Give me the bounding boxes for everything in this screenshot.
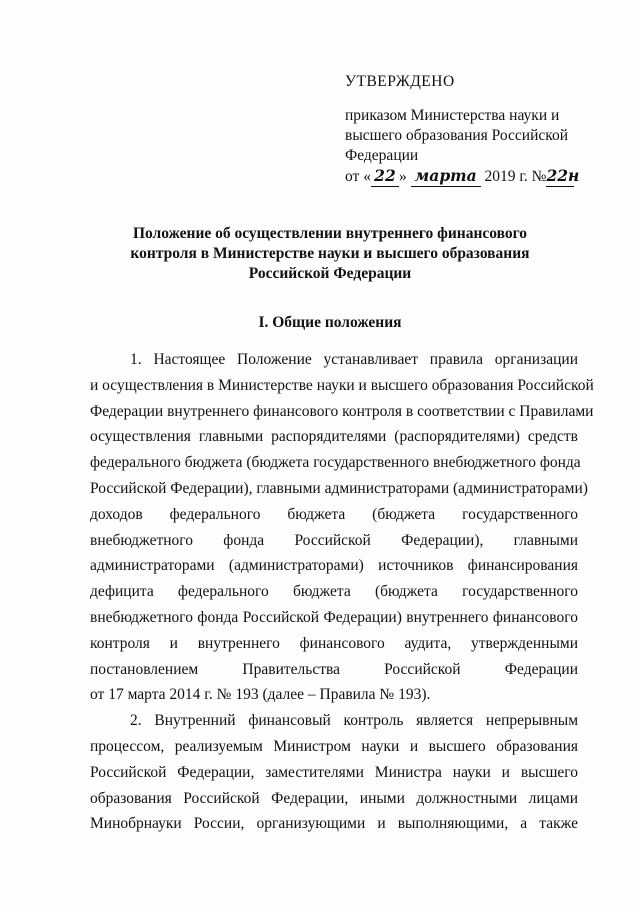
paragraph-line: федерального бюджета (бюджета государственного внебюджетного фонда — [90, 454, 581, 472]
paragraph-line: образования Российской Федерации, иными должностными лицами — [90, 789, 578, 807]
title-line: Российской Федерации — [248, 265, 412, 282]
approval-line: высшего образования Российской — [345, 127, 569, 144]
body-text — [90, 347, 594, 837]
document-title — [90, 224, 570, 284]
approval-line: Федерации — [345, 147, 419, 164]
paragraph-line: Федерации внутреннего финансового контроля в соответствии с Правилами — [90, 402, 594, 420]
paragraph-line: от 17 марта 2014 г. № 193 (далее – Правила № 193). — [90, 686, 431, 704]
handwritten-month: марта — [411, 166, 481, 187]
paragraph-line: Российской Федерации, заместителями Министра науки и высшего — [90, 763, 578, 781]
paragraph-line: 1. Настоящее Положение устанавливает правила организации — [130, 351, 578, 368]
approval-line: приказом Министерства науки и — [345, 107, 560, 124]
paragraph-line: дефицита федерального бюджета (бюджета государственного — [90, 583, 578, 601]
date-prefix: от « — [345, 168, 371, 185]
paragraph-line: 2. Внутренний финансовый контроль является непрерывным — [130, 712, 578, 730]
paragraph-line: постановлением Правительства Российской Федерации — [90, 660, 578, 678]
paragraph-line: и осуществления в Министерстве науки и высшего образования Российской — [90, 376, 594, 394]
handwritten-day: 22 — [371, 166, 399, 187]
paragraph-line: Минобрнауки России, организующими и выполняющими, а также — [90, 815, 578, 833]
paragraph-line: внебюджетного фонда Российской Федерации), главными — [90, 531, 578, 549]
paragraph-line: Российской Федерации), главными администраторами (администраторами) — [90, 479, 588, 497]
handwritten-order-number: 22н — [546, 166, 580, 185]
paragraph-line: процессом, реализуемым Министром науки и высшего образования — [90, 737, 578, 755]
approval-date-line — [345, 166, 615, 187]
paragraph-line: осуществления главными распорядителями (распорядителями) средств — [90, 428, 578, 446]
paragraph-line: администраторами (администраторами) источников финансирования — [90, 557, 578, 575]
paragraph-line: доходов федерального бюджета (бюджета государственного — [90, 505, 578, 523]
title-line: контроля в Министерстве науки и высшего образования — [130, 245, 530, 262]
section-title: I. Общие положения — [258, 314, 402, 331]
date-year: 2019 г. № — [484, 168, 547, 185]
approval-heading: УТВЕРЖДЕНО — [345, 73, 455, 90]
paragraph-line: контроля и внутреннего финансового аудита, утвержденными — [90, 634, 578, 652]
date-mid: » — [398, 168, 407, 185]
title-line: Положение об осуществлении внутреннего финансового — [132, 225, 528, 242]
approval-block — [345, 72, 615, 187]
paragraph-line: внебюджетного фонда Российской Федерации) внутреннего финансового — [90, 608, 578, 626]
